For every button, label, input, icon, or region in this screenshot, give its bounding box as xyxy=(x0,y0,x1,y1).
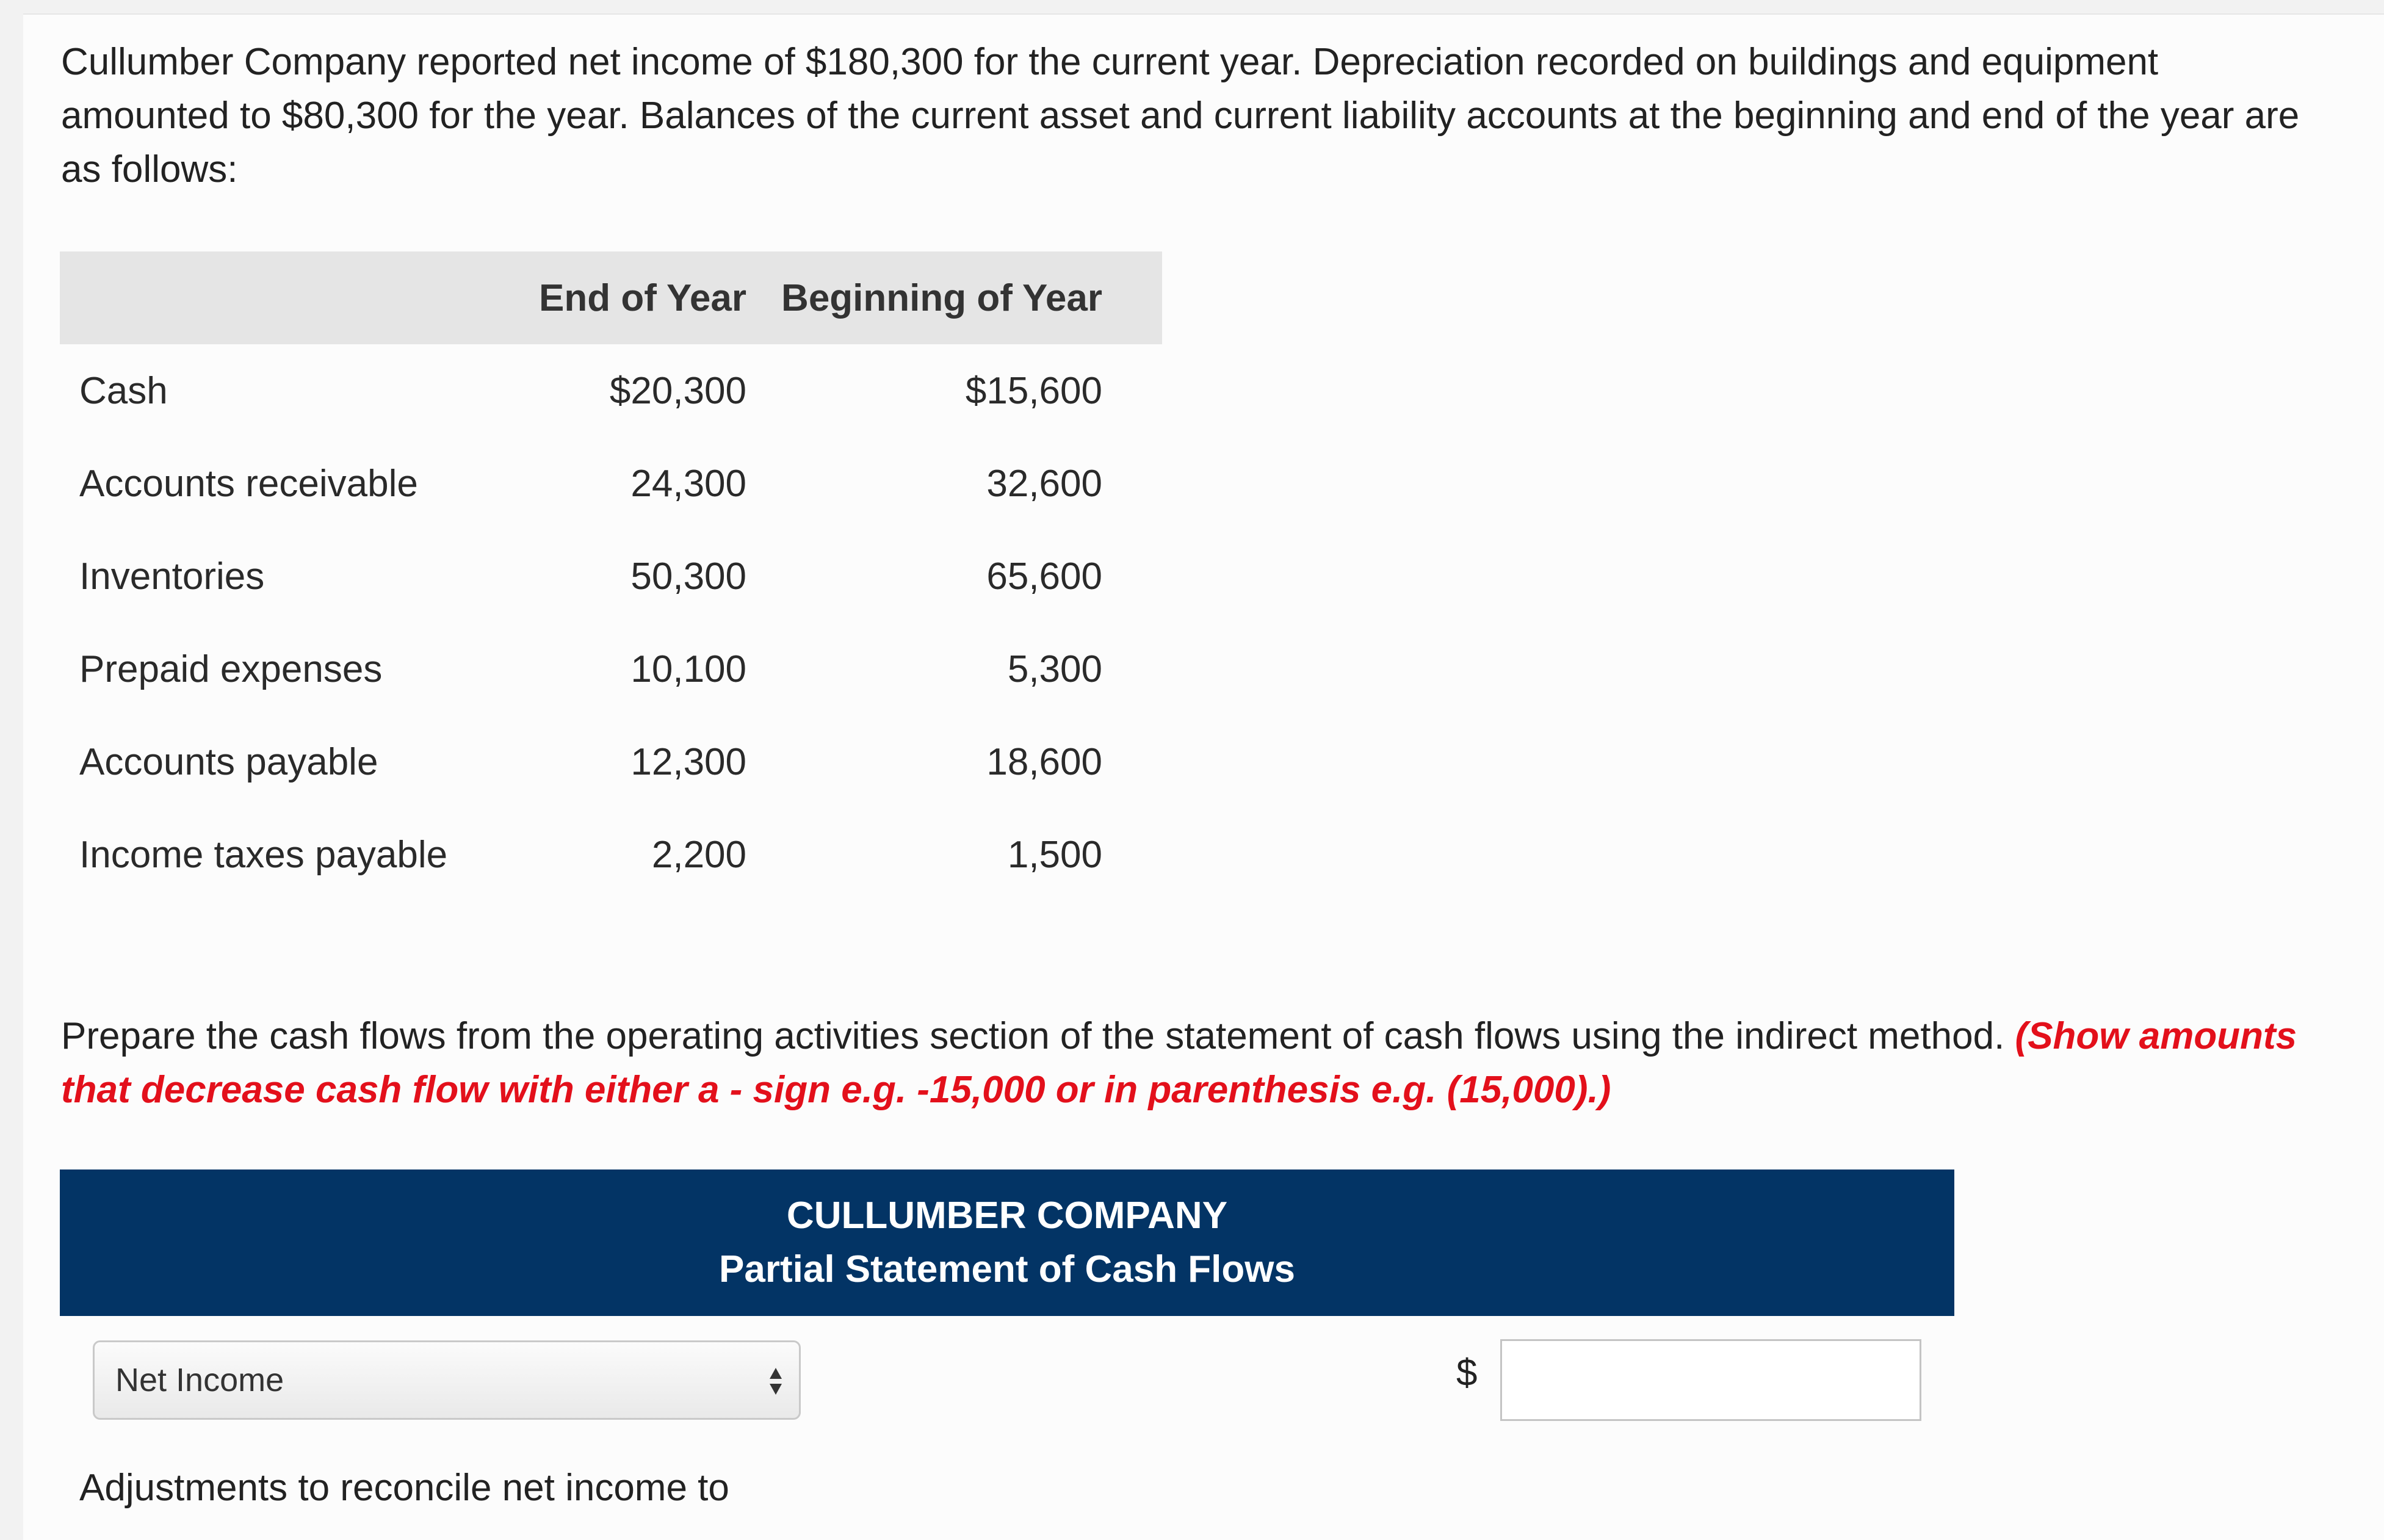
row-label: Accounts receivable xyxy=(79,462,418,505)
instructions-hint: (Show amounts that decrease cash flow with either a - sign e.g. -15,000 or in parenthesis e.g. (15,000).) xyxy=(61,1015,2297,1111)
end-of-year-value: 50,300 xyxy=(630,555,747,598)
table-row xyxy=(60,437,1162,530)
end-of-year-value: $20,300 xyxy=(609,369,747,412)
table-row xyxy=(60,344,1162,437)
table-row xyxy=(60,808,1162,901)
end-of-year-value: 24,300 xyxy=(630,462,747,505)
row-label: Inventories xyxy=(79,555,265,598)
row-label: Income taxes payable xyxy=(79,833,448,876)
select-arrows-icon xyxy=(768,1364,783,1398)
problem-intro: Cullumber Company reported net income of $180,300 for the current year. Depreciation recorded on buildings and equipment amounted to $80,300 for the year. Balances of the current asset and current liability accounts at the beginning and end of the year are as follows: xyxy=(61,41,2300,190)
end-of-year-value: 12,300 xyxy=(630,740,747,783)
table-row xyxy=(60,623,1162,715)
amount-input[interactable] xyxy=(1500,1339,1921,1421)
statement-header xyxy=(60,1169,1954,1316)
header-beginning-of-year: Beginning of Year xyxy=(746,251,1162,344)
statement-title: Partial Statement of Cash Flows xyxy=(719,1248,1295,1290)
table-row xyxy=(60,530,1162,623)
header-label-col xyxy=(60,251,474,344)
row-label: Accounts payable xyxy=(79,740,378,783)
select-value: Net Income xyxy=(115,1362,284,1398)
company-name: CULLUMBER COMPANY xyxy=(786,1195,1228,1237)
line-item-select[interactable] xyxy=(93,1340,801,1420)
header-end-of-year: End of Year xyxy=(474,251,746,344)
beginning-of-year-value: 18,600 xyxy=(986,740,1102,783)
end-of-year-value: 2,200 xyxy=(651,833,747,876)
beginning-of-year-value: 32,600 xyxy=(986,462,1102,505)
beginning-of-year-value: 1,500 xyxy=(1007,833,1102,876)
row-label: Prepaid expenses xyxy=(79,648,383,690)
instructions xyxy=(61,1010,2332,1117)
balance-table xyxy=(60,251,1162,901)
table-header-row xyxy=(60,251,1162,344)
end-of-year-value: 10,100 xyxy=(630,648,747,690)
beginning-of-year-value: $15,600 xyxy=(965,369,1102,412)
adjustments-label: Adjustments to reconcile net income to xyxy=(79,1467,729,1509)
instructions-text: Prepare the cash flows from the operating activities section of the statement of cash flows using the indirect method. xyxy=(61,1015,2005,1057)
currency-symbol: $ xyxy=(1456,1352,1478,1394)
row-label: Cash xyxy=(79,369,168,412)
beginning-of-year-value: 5,300 xyxy=(1007,648,1102,690)
beginning-of-year-value: 65,600 xyxy=(986,555,1102,598)
table-row xyxy=(60,715,1162,808)
